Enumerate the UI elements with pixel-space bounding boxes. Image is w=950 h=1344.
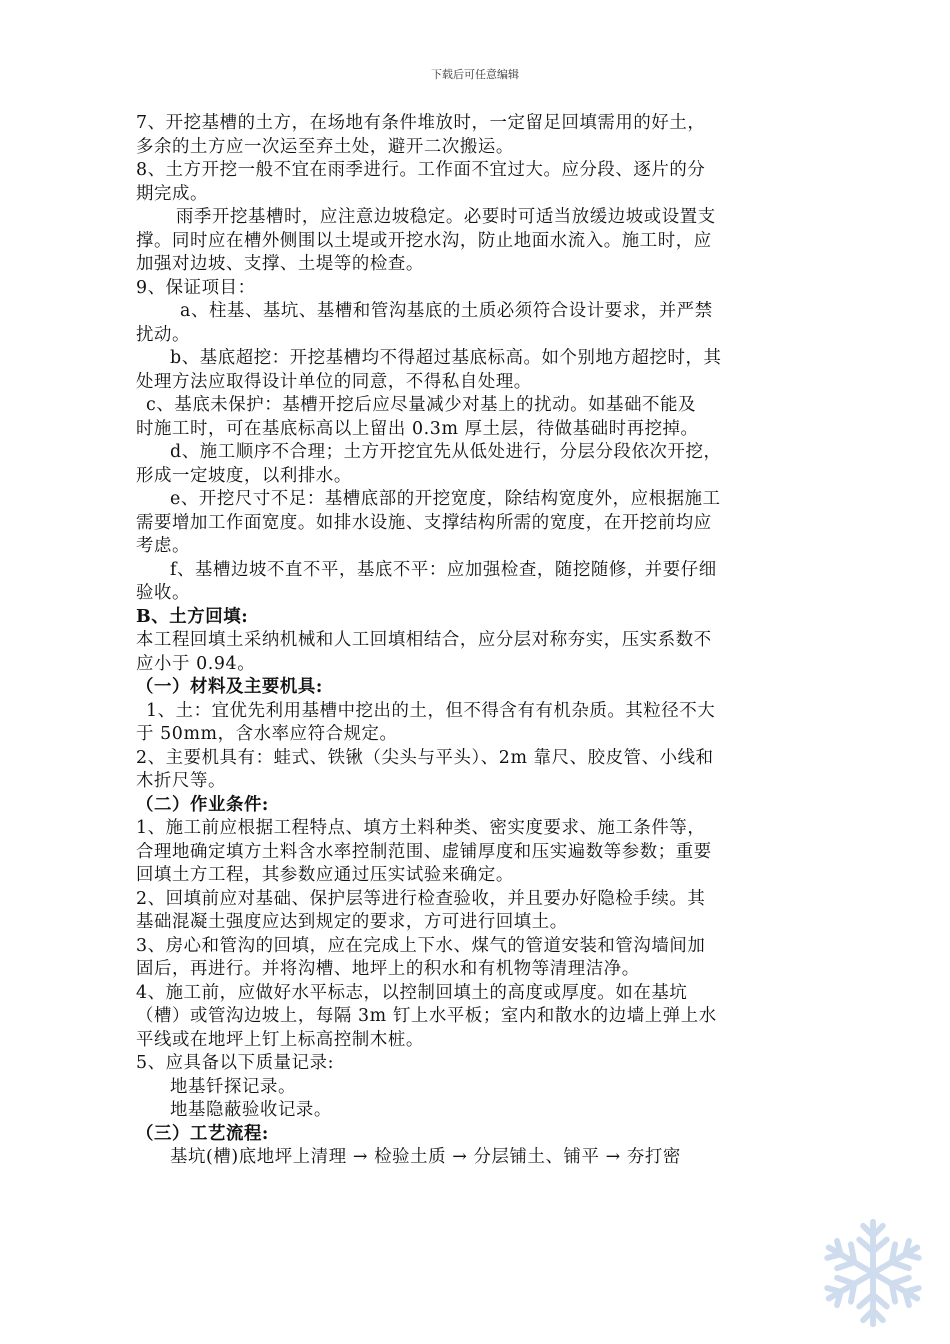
text-line: 合理地确定填方土料含水率控制范围、虚铺厚度和压实遍数等参数；重要 (136, 841, 712, 862)
page-header: 下载后可任意编辑 (431, 68, 519, 81)
text-line: 1、土：宜优先利用基槽中挖出的土，但不得含有有机杂质。其粒径不大 (146, 700, 716, 721)
text-line: 木折尺等。 (136, 771, 226, 791)
text-line: 地基钎探记录。 (170, 1076, 296, 1097)
text-line: 处理方法应取得设计单位的同意，不得私自处理。 (136, 371, 532, 392)
text-line: 3、房心和管沟的回填，应在完成上下水、煤气的管道安装和管沟墙间加 (136, 935, 706, 956)
text-line: c、基底未保护：基槽开挖后应尽量减少对基上的扰动。如基础不能及 (146, 395, 697, 415)
text-line: 2、回填前应对基础、保护层等进行检查验收，并且要办好隐检手续。其 (136, 888, 706, 909)
document-body (136, 112, 860, 1170)
text-line: a、柱基、基坑、基槽和管沟基底的土质必须符合设计要求，并严禁 (180, 301, 713, 321)
text-line: d、施工顺序不合理；土方开挖宜先从低处进行，分层分段依次开挖， (170, 442, 722, 462)
text-line: 时施工时，可在基底标高以上留出 0.3m 厚土层，待做基础时再挖掉。 (136, 418, 699, 439)
section-heading: B、土方回填: (136, 606, 249, 627)
text-line: 地基隐蔽验收记录。 (170, 1100, 332, 1120)
section-heading: （三）工艺流程: (136, 1123, 269, 1144)
text-line: 回填土方工程，其参数应通过压实试验来确定。 (136, 865, 514, 885)
text-line: 4、施工前，应做好水平标志，以控制回填土的高度或厚度。如在基坑 (136, 982, 688, 1003)
text-line: 验收。 (136, 583, 190, 603)
text-line: 需要增加工作面宽度。如排水设施、支撑结构所需的宽度，在开挖前均应 (136, 512, 712, 533)
text-line: 于 50mm，含水率应符合规定。 (136, 724, 398, 744)
text-line: 本工程回填土采纳机械和人工回填相结合，应分层对称夯实，压实系数不 (136, 630, 712, 650)
text-line: 基础混凝土强度应达到规定的要求，方可进行回填土。 (136, 912, 568, 932)
text-line: 撑。同时应在槽外侧围以土堤或开挖水沟，防止地面水流入。施工时，应 (136, 230, 712, 251)
text-line: 加强对边坡、支撑、土堤等的检查。 (136, 254, 424, 274)
text-line: 基坑(槽)底地坪上清理 → 检验土质 → 分层铺土、铺平 → 夯打密 (170, 1147, 681, 1167)
text-line: b、基底超挖：开挖基槽均不得超过基底标高。如个别地方超挖时，其 (170, 348, 722, 368)
section-heading: （一）材料及主要机具: (136, 677, 323, 697)
text-line: 雨季开挖基槽时，应注意边坡稳定。必要时可适当放缓边坡或设置支 (176, 207, 716, 227)
text-line: 考虑。 (136, 536, 190, 556)
snowflake-watermark-icon (814, 1214, 932, 1332)
text-line: 平线或在地坪上钉上标高控制木桩。 (136, 1029, 424, 1050)
text-line: 5、应具备以下质量记录: (136, 1053, 335, 1073)
text-line: 期完成。 (136, 183, 208, 204)
text-line: 多余的土方应一次运至弃土处，避开二次搬运。 (136, 136, 514, 157)
text-line: 扰动。 (136, 324, 190, 345)
text-line: 9、保证项目： (136, 277, 256, 298)
text-line: （槽）或管沟边坡上，每隔 3m 钉上水平板；室内和散水的边墙上弹上水 (136, 1006, 717, 1026)
text-line: 2、主要机具有：蛙式、铁锹（尖头与平头）、2m 靠尺、胶皮管、小线和 (136, 747, 714, 768)
text-line: 8、土方开挖一般不宜在雨季进行。工作面不宜过大。应分段、逐片的分 (136, 160, 706, 180)
text-line: 1、施工前应根据工程特点、填方土料种类、密实度要求、施工条件等， (136, 818, 706, 838)
section-heading: （二）作业条件: (136, 794, 269, 815)
text-line: f、基槽边坡不直不平，基底不平：应加强检查，随挖随修，并要仔细 (170, 559, 717, 580)
text-line: 固后，再进行。并将沟槽、地坪上的积水和有机物等清理洁净。 (136, 959, 640, 979)
text-line: e、开挖尺寸不足：基槽底部的开挖宽度，除结构宽度外，应根据施工 (170, 489, 721, 509)
text-line: 形成一定坡度，以利排水。 (136, 465, 352, 486)
text-line: 7、开挖基槽的土方，在场地有条件堆放时，一定留足回填需用的好土， (136, 113, 706, 133)
text-line: 应小于 0.94。 (136, 653, 256, 674)
